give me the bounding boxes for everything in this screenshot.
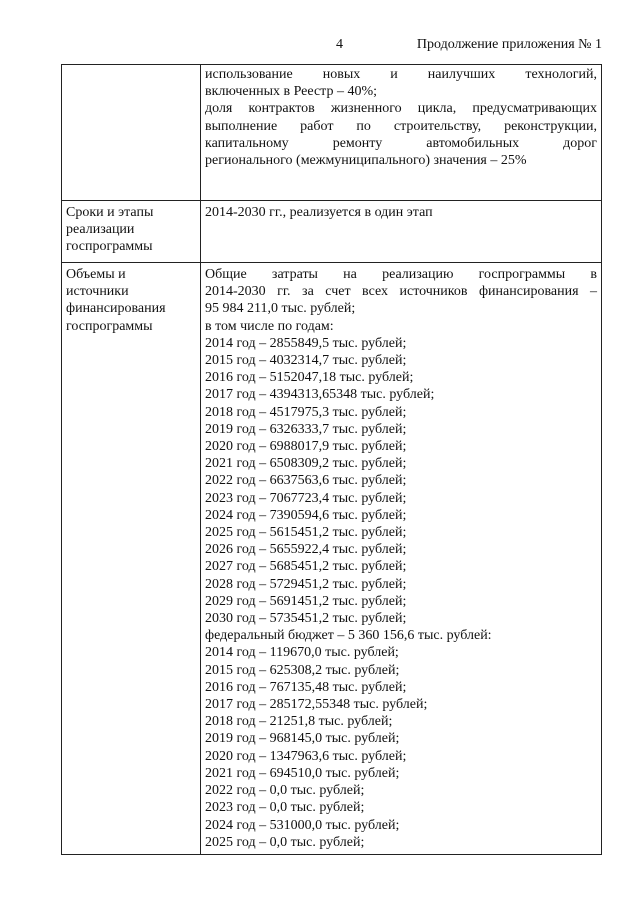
funding-label-cell [62, 263, 201, 855]
year-amount-line: 2020 год – 6988017,9 тыс. рублей; [205, 439, 407, 455]
terms-value-cell [201, 201, 602, 263]
year-amount-line: 2028 год – 5729451,2 тыс. рублей; [205, 576, 407, 592]
year-amount-line: 2014 год – 2855849,5 тыс. рублей; [205, 335, 407, 351]
indicator-line: использование новых и наилучших технологий, [205, 67, 597, 82]
year-amount-line: 2024 год – 7390594,6 тыс. рублей; [205, 507, 407, 523]
year-amount-line: 2023 год – 7067723,4 тыс. рублей; [205, 490, 407, 506]
funding-by-years-label: в том числе по годам: [205, 318, 334, 334]
appendix-continuation-note: Продолжение приложения № 1 [416, 37, 602, 52]
indicator-line: доля контрактов жизненного цикла, предусматривающих [205, 101, 597, 117]
terms-label-line: госпрограммы [66, 239, 153, 255]
year-amount-line: 2022 год – 0,0 тыс. рублей; [205, 783, 365, 799]
indicator-line: регионального (межмуниципального) значения – 25% [205, 153, 527, 169]
indicator-line: выполнение работ по строительству, реконструкции, [205, 118, 597, 134]
year-amount-line: 2019 год – 968145,0 тыс. рублей; [205, 731, 400, 747]
total-by-year-list [205, 335, 597, 627]
year-amount-line: 2015 год – 625308,2 тыс. рублей; [205, 662, 400, 678]
terms-value: 2014-2030 гг., реализуется в один этап [205, 205, 433, 220]
year-amount-line: 2016 год – 767135,48 тыс. рублей; [205, 679, 407, 695]
year-amount-line: 2026 год – 5655922,4 тыс. рублей; [205, 542, 407, 558]
funding-label-line: госпрограммы [66, 318, 153, 334]
year-amount-line: 2015 год – 4032314,7 тыс. рублей; [205, 353, 407, 369]
year-amount-line: 2018 год – 4517975,3 тыс. рублей; [205, 404, 407, 420]
funding-value-cell [201, 263, 602, 855]
terms-label-line: Сроки и этапы [66, 205, 154, 220]
year-amount-line: 2023 год – 0,0 тыс. рублей; [205, 800, 365, 816]
indicator-line: капитальному ремонту автомобильных дорог [205, 135, 597, 151]
page-number: 4 [336, 37, 343, 52]
funding-intro-line: Общие затраты на реализацию госпрограммы в [205, 267, 597, 282]
funding-label-line: Объемы и [66, 267, 126, 282]
funding-label-line: источники [66, 284, 129, 300]
indicator-line: включенных в Реестр – 40%; [205, 84, 378, 100]
year-amount-line: 2017 год – 285172,55348 тыс. рублей; [205, 697, 428, 713]
table-row-terms [62, 201, 602, 263]
year-amount-line: 2021 год – 694510,0 тыс. рублей; [205, 765, 400, 781]
year-amount-line: 2017 год – 4394313,65348 тыс. рублей; [205, 387, 435, 403]
year-amount-line: 2019 год – 6326333,7 тыс. рублей; [205, 421, 407, 437]
indicators-value-cell [201, 65, 602, 201]
year-amount-line: 2030 год – 5735451,2 тыс. рублей; [205, 611, 407, 627]
funding-total: 95 984 211,0 тыс. рублей; [205, 301, 356, 317]
year-amount-line: 2018 год – 21251,8 тыс. рублей; [205, 714, 393, 730]
indicators-label-cell [62, 65, 201, 201]
funding-label-line: финансирования [66, 301, 166, 317]
year-amount-line: 2029 год – 5691451,2 тыс. рублей; [205, 593, 407, 609]
table-row-funding [62, 263, 602, 855]
funding-intro-line: 2014-2030 гг. за счет всех источников финансирования – [205, 284, 597, 300]
program-passport-table [61, 64, 602, 855]
year-amount-line: 2020 год – 1347963,6 тыс. рублей; [205, 748, 407, 764]
terms-label-cell [62, 201, 201, 263]
year-amount-line: 2025 год – 0,0 тыс. рублей; [205, 834, 365, 850]
terms-label-line: реализации [66, 222, 135, 238]
year-amount-line: 2021 год – 6508309,2 тыс. рублей; [205, 456, 407, 472]
year-amount-line: 2014 год – 119670,0 тыс. рублей; [205, 645, 399, 661]
year-amount-line: 2016 год – 5152047,18 тыс. рублей; [205, 370, 414, 386]
year-amount-line: 2022 год – 6637563,6 тыс. рублей; [205, 473, 407, 489]
year-amount-line: 2027 год – 5685451,2 тыс. рублей; [205, 559, 407, 575]
federal-budget-label: федеральный бюджет – 5 360 156,6 тыс. рублей: [205, 628, 492, 644]
table-row-indicators [62, 65, 602, 201]
year-amount-line: 2025 год – 5615451,2 тыс. рублей; [205, 525, 407, 541]
federal-by-year-list [205, 644, 597, 850]
year-amount-line: 2024 год – 531000,0 тыс. рублей; [205, 817, 400, 833]
